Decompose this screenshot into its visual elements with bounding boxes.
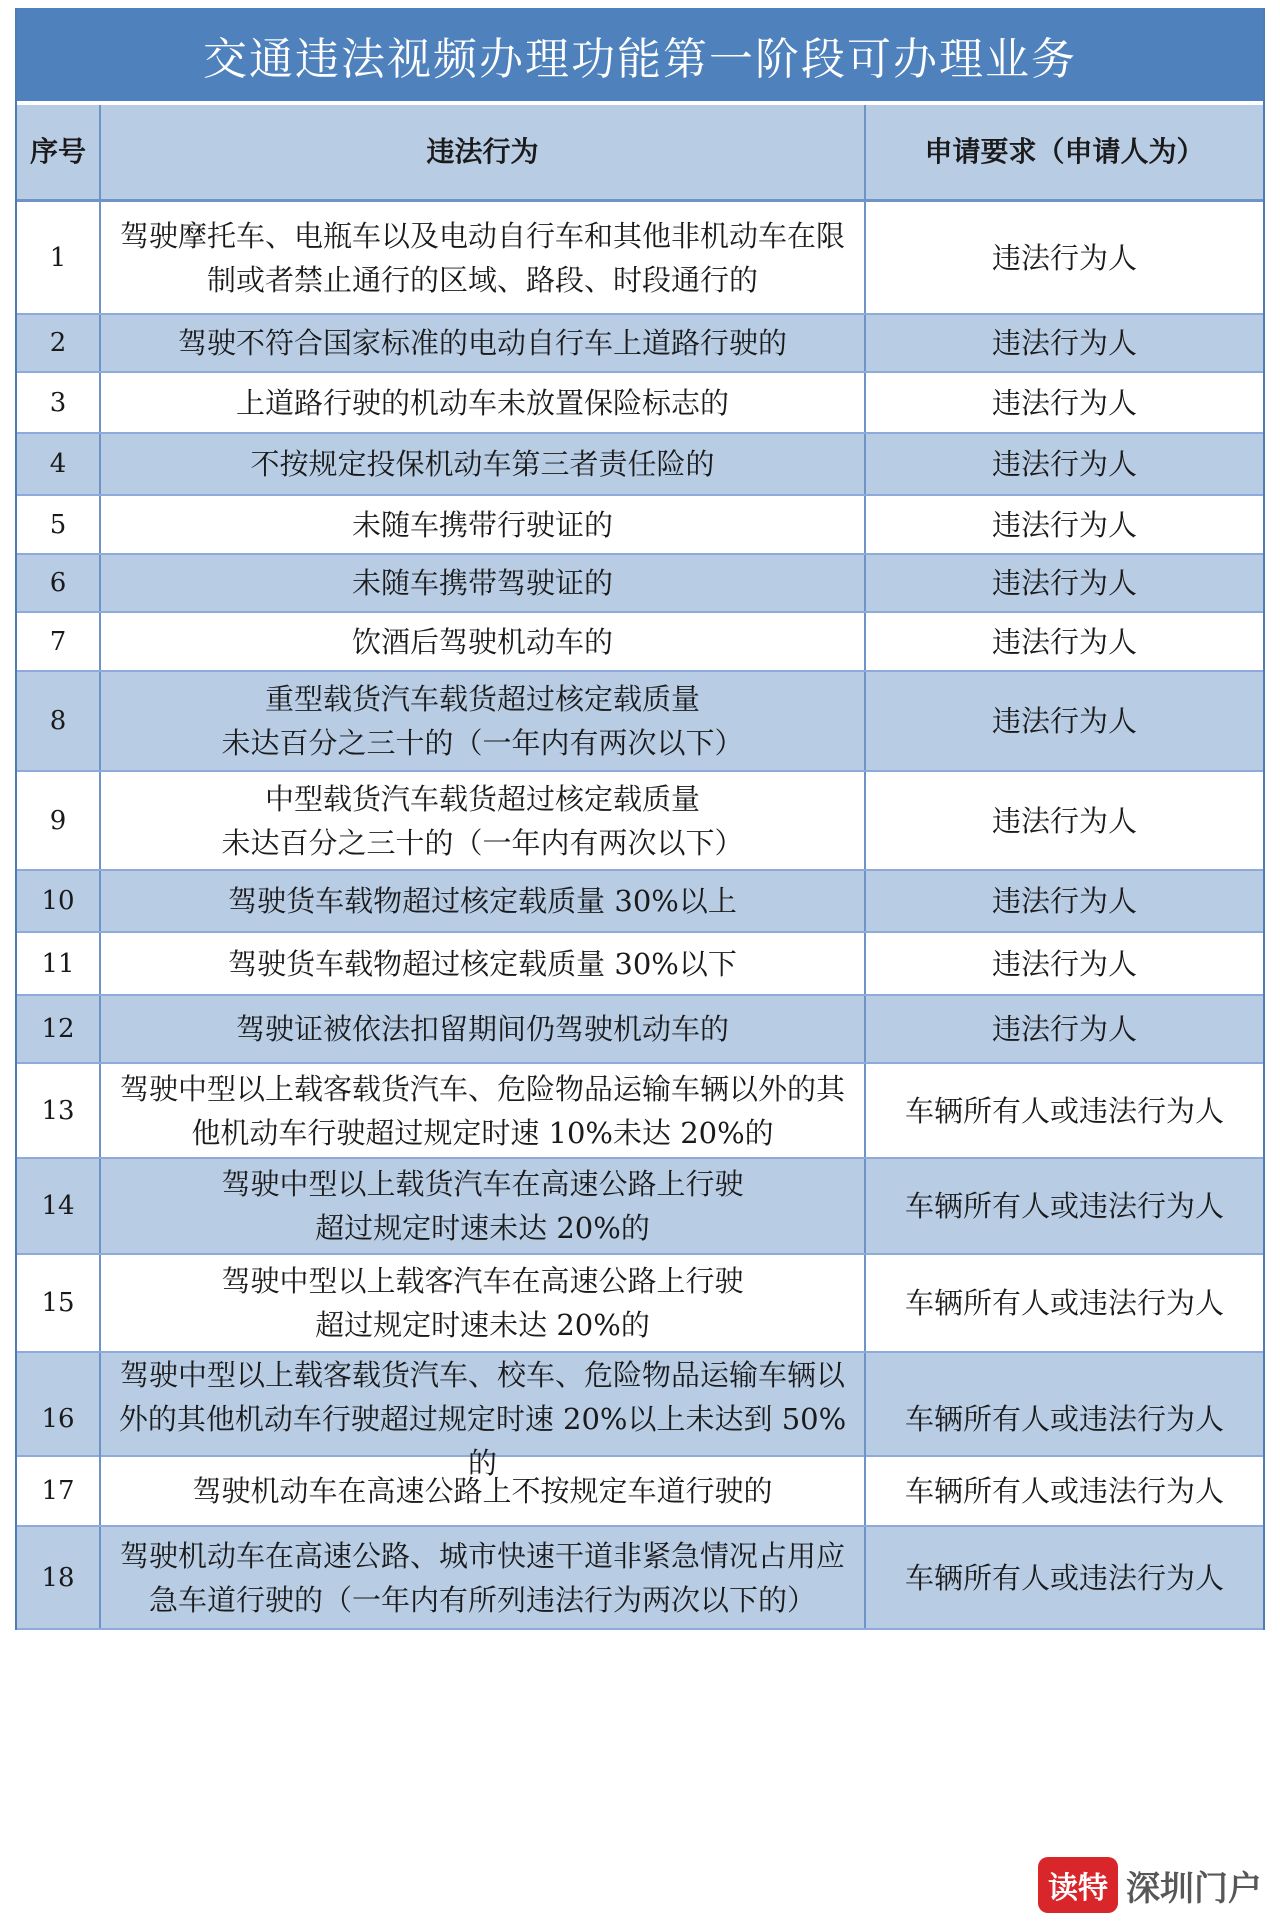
row-requirement: 车辆所有人或违法行为人 (864, 1353, 1263, 1485)
table-row (17, 933, 1263, 996)
row-no: 7 (49, 626, 67, 657)
row-requirement: 违法行为人 (864, 772, 1263, 869)
watermark-logo (1038, 1857, 1262, 1913)
row-no: 1 (49, 242, 67, 273)
row-violation: 驾驶机动车在高速公路、城市快速干道非紧急情况占用应 急车道行驶的（一年内有所列违法行为两次以下的） (99, 1527, 864, 1628)
row-requirement: 违法行为人 (864, 613, 1263, 670)
row-requirement: 违法行为人 (864, 933, 1263, 994)
row-no: 5 (49, 509, 67, 540)
row-violation: 驾驶货车载物超过核定载质量 30%以上 (99, 871, 864, 931)
row-violation: 驾驶中型以上载货汽车在高速公路上行驶 超过规定时速未达 20%的 (99, 1159, 864, 1253)
row-violation: 重型载货汽车载货超过核定载质量 未达百分之三十的（一年内有两次以下） (99, 672, 864, 770)
row-violation: 不按规定投保机动车第三者责任险的 (99, 434, 864, 494)
row-requirement: 违法行为人 (864, 996, 1263, 1062)
row-no: 14 (41, 1191, 75, 1221)
table-row (17, 202, 1263, 315)
header-no: 序号 (29, 135, 86, 168)
table-row (17, 496, 1263, 555)
table-row (17, 434, 1263, 496)
watermark-text: 深圳门户 (1126, 1868, 1262, 1909)
row-violation: 驾驶机动车在高速公路上不按规定车道行驶的 (99, 1457, 864, 1525)
row-no: 18 (41, 1562, 75, 1593)
row-no: 12 (41, 1014, 75, 1044)
row-violation: 未随车携带驾驶证的 (99, 555, 864, 611)
row-no: 13 (41, 1095, 75, 1126)
table-row (17, 1457, 1263, 1527)
header-requirement: 申请要求（申请人为） (864, 105, 1263, 199)
row-requirement: 违法行为人 (864, 672, 1263, 770)
row-no: 17 (41, 1476, 75, 1506)
row-requirement: 车辆所有人或违法行为人 (864, 1159, 1263, 1253)
row-requirement: 违法行为人 (864, 871, 1263, 931)
row-no: 6 (49, 568, 67, 598)
table-row (17, 871, 1263, 933)
table-row (17, 555, 1263, 613)
row-requirement: 车辆所有人或违法行为人 (864, 1064, 1263, 1157)
row-no: 15 (41, 1288, 75, 1318)
table-row (17, 613, 1263, 672)
row-requirement: 违法行为人 (864, 555, 1263, 611)
row-violation: 未随车携带行驶证的 (99, 496, 864, 553)
row-requirement: 违法行为人 (864, 315, 1263, 371)
row-no: 11 (41, 948, 75, 979)
row-requirement: 违法行为人 (864, 434, 1263, 494)
table-title: 交通违法视频办理功能第一阶段可办理业务 (17, 8, 1263, 105)
row-violation: 驾驶货车载物超过核定载质量 30%以下 (99, 933, 864, 994)
row-violation: 驾驶不符合国家标准的电动自行车上道路行驶的 (99, 315, 864, 371)
violation-table (15, 8, 1265, 1630)
row-violation: 驾驶证被依法扣留期间仍驾驶机动车的 (99, 996, 864, 1062)
table-row (17, 1353, 1263, 1480)
row-requirement: 车辆所有人或违法行为人 (864, 1527, 1263, 1628)
row-requirement: 违法行为人 (864, 202, 1263, 313)
table-row (17, 1064, 1263, 1159)
row-no: 2 (49, 328, 67, 358)
table-row (17, 1255, 1263, 1353)
row-violation: 驾驶中型以上载客载货汽车、危险物品运输车辆以外的其 他机动车行驶超过规定时速 10%未达 20%的 (99, 1064, 864, 1157)
row-violation: 驾驶中型以上载客汽车在高速公路上行驶 超过规定时速未达 20%的 (99, 1255, 864, 1351)
row-requirement: 违法行为人 (864, 496, 1263, 553)
table-row (17, 373, 1263, 434)
table-row (17, 996, 1263, 1064)
row-violation: 中型载货汽车载货超过核定载质量 未达百分之三十的（一年内有两次以下） (99, 772, 864, 869)
row-no: 9 (49, 805, 67, 836)
table-row (17, 672, 1263, 772)
row-no: 4 (49, 449, 67, 479)
row-violation: 饮酒后驾驶机动车的 (99, 613, 864, 670)
table-row (17, 772, 1263, 871)
table-row (17, 1527, 1263, 1630)
row-violation: 驾驶中型以上载客载货汽车、校车、危险物品运输车辆以 外的其他机动车行驶超过规定时速 20%以上未达到 50%的 (99, 1353, 864, 1485)
row-requirement: 车辆所有人或违法行为人 (864, 1457, 1263, 1525)
table-row (17, 315, 1263, 373)
header-violation: 违法行为 (99, 105, 864, 199)
row-no: 10 (41, 886, 75, 916)
watermark-badge: 读特 (1038, 1857, 1118, 1913)
row-no: 16 (41, 1404, 75, 1434)
table-header-row (17, 105, 1263, 202)
row-no: 8 (49, 706, 67, 736)
table-row (17, 1159, 1263, 1255)
row-requirement: 违法行为人 (864, 373, 1263, 432)
row-violation: 上道路行驶的机动车未放置保险标志的 (99, 373, 864, 432)
row-requirement: 车辆所有人或违法行为人 (864, 1255, 1263, 1351)
row-no: 3 (49, 387, 67, 418)
row-violation: 驾驶摩托车、电瓶车以及电动自行车和其他非机动车在限 制或者禁止通行的区域、路段、时段通行的 (99, 202, 864, 313)
